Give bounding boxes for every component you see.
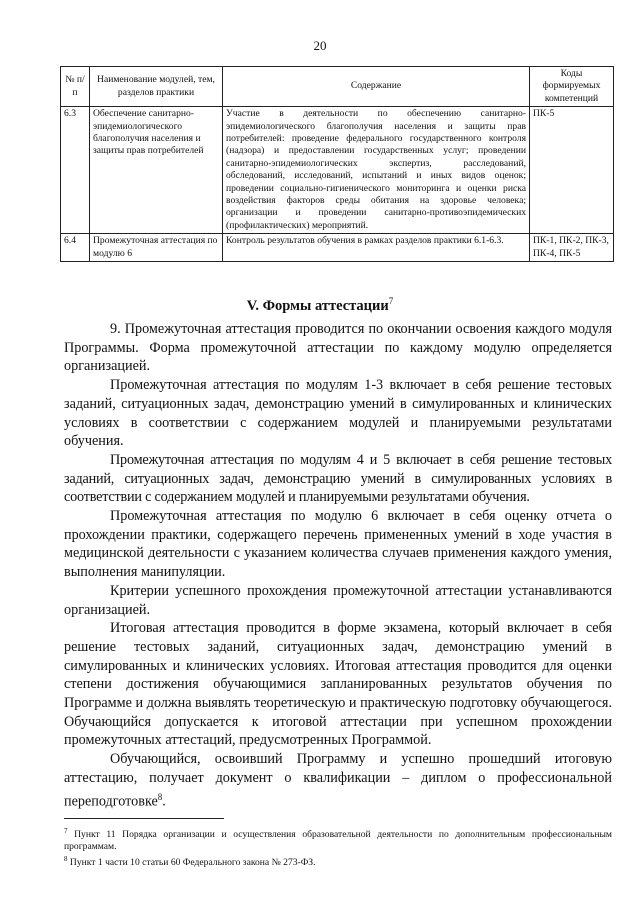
paragraph: Промежуточная аттестация по модулям 1-3 включает в себя решение тестовых заданий, ситуационных задач, демонстрацию умений в симулированных и клинических условиях в соответствии с содержанием модулей и планируемыми результатами обучения. xyxy=(64,377,612,450)
paragraph: Критерии успешного прохождения промежуточной аттестации устанавливаются организацией. xyxy=(64,582,612,618)
row-content: Контроль результатов обучения в рамках разделов практики 6.1-6.3. xyxy=(223,234,530,262)
footnote-mark: 8 xyxy=(64,855,68,864)
body-text xyxy=(64,320,612,811)
row-competency-codes: ПК-1, ПК-2, ПК-3, ПК-4, ПК-5 xyxy=(530,234,614,262)
footnote-reference: 7 xyxy=(388,296,394,306)
footnotes xyxy=(64,825,612,869)
table-row xyxy=(61,107,614,234)
paragraph: Промежуточная аттестация по модулю 6 включает в себя оценку отчета о прохождении практики, содержащего перечень примененных умений в ходе участия в медицинской деятельности с указанием количества случаев применения каждого умения, выполнения манипуляции. xyxy=(64,508,612,581)
header-number: № п/п xyxy=(61,67,90,107)
header-content: Содержание xyxy=(223,67,530,107)
section-heading-text: V. Формы аттестации xyxy=(246,297,389,314)
paragraph: Итоговая аттестация проводится в форме экзамена, который включает в себя решение тестовых заданий, ситуационных задач, демонстрацию умений в симулированных и клинических условиях. Итоговая аттестация проводится для оценки степени достижения обучающимися запланированных результатов обучения по Программе и должна выявлять теоретическую и практическую подготовку обучающегося. Обучающийся допускается к итоговой аттестации при успешном прохождении промежуточных аттестаций, предусмотренных Программой. xyxy=(64,620,612,749)
footnote-reference: 8 xyxy=(157,791,163,802)
footnote-text: Пункт 11 Порядка организации и осуществления образовательной деятельности по дополнительным профессиональным программам. xyxy=(64,829,612,853)
row-content: Участие в деятельности по обеспечению санитарно-эпидемиологического благополучия населения и защиты прав потребителей: проведение федерального государственного контроля (надзора) и предоставлении государственных услуг; проведении санитарно-эпидемиологических экспертиз, расследований, обследований, исследований, испытаний и иных видов оценок; проведении социально-гигиенического мониторинга и оценки риска воздействия факторов среды обитания на здоровье человека; организации и проведении санитарно-противоэпидемических (профилактических) мероприятий. xyxy=(223,107,530,234)
paragraph xyxy=(64,750,612,811)
footnote-mark: 7 xyxy=(64,827,68,835)
paragraph-end: . xyxy=(162,793,166,810)
curriculum-table xyxy=(60,66,614,262)
row-module-name: Обеспечение санитарно-эпидемиологического благополучия населения и защиты прав потребителей xyxy=(90,107,223,234)
footnote xyxy=(64,825,612,853)
paragraph: 9. Промежуточная аттестация проводится по окончании освоения каждого модуля Программы. Форма промежуточной аттестации по каждому модулю определяется организацией. xyxy=(64,321,612,375)
header-competency-codes: Коды формируемых компетенций xyxy=(530,67,614,107)
paragraph: Промежуточная аттестация по модулям 4 и 5 включает в себя решение тестовых заданий, ситуационных задач, демонстрацию умений в симулированных условиях в соответствии с содержанием модулей и планируемыми результатами обучения. xyxy=(64,451,612,506)
paragraph-text: Обучающийся, освоивший Программу и успешно прошедший итоговую аттестацию, получает документ о квалификации – диплом о профессиональной переподготовке xyxy=(64,751,612,810)
header-module-name: Наименование модулей, тем, разделов практики xyxy=(90,67,223,107)
footnote xyxy=(64,853,612,869)
table-header-row xyxy=(61,67,614,107)
row-number: 6.4 xyxy=(61,234,90,262)
row-competency-codes: ПК-5 xyxy=(530,107,614,234)
section-heading xyxy=(0,296,640,315)
page-number: 20 xyxy=(313,38,327,53)
footnote-text: Пункт 1 части 10 статьи 60 Федерального закона № 273-ФЗ. xyxy=(67,857,316,869)
row-module-name: Промежуточная аттестация по модулю 6 xyxy=(90,234,223,262)
footnote-divider xyxy=(64,818,224,819)
table-row xyxy=(61,234,614,262)
row-number: 6.3 xyxy=(61,107,90,234)
